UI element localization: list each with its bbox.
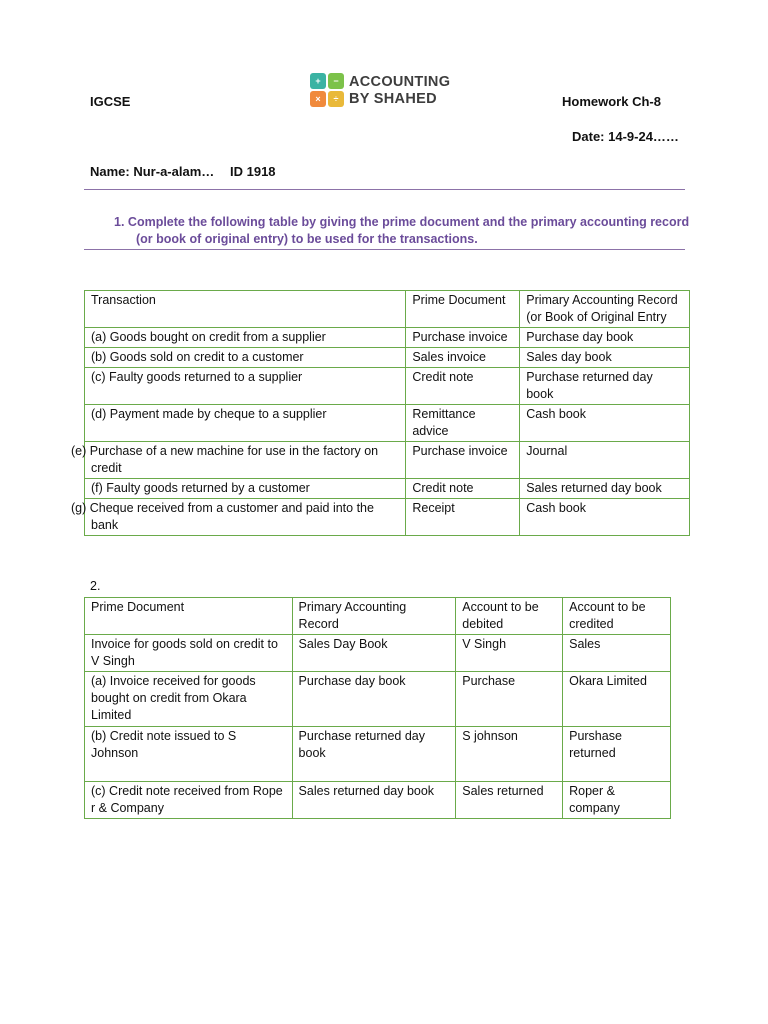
table-row <box>85 442 690 479</box>
homework-label: Homework Ch-8 <box>562 94 661 109</box>
table-cell: (b) Credit note issued to S Johnson <box>85 727 293 782</box>
student-id: ID 1918 <box>230 164 276 179</box>
table-cell: Credit note <box>406 368 520 405</box>
table-header-cell: Prime Document <box>406 291 520 328</box>
table-cell: (b) Goods sold on credit to a customer <box>85 348 406 368</box>
table-cell: Purchase returned day book <box>292 727 456 782</box>
table-cell: V Singh <box>456 635 563 672</box>
date-label: Date: 14-9-24…… <box>572 129 679 144</box>
table-row <box>85 405 690 442</box>
table-header-cell: Prime Document <box>85 598 293 635</box>
table-cell: (g) Cheque received from a customer and paid into the bank <box>85 499 406 536</box>
table-row <box>85 328 690 348</box>
table-header-cell: Transaction <box>85 291 406 328</box>
table-cell: Sales Day Book <box>292 635 456 672</box>
table-header-row <box>85 291 690 328</box>
table-cell: Sales returned day book <box>292 782 456 819</box>
table-cell: Purchase returned day book <box>520 368 690 405</box>
table-cell: (c) Credit note received from Rope r & Company <box>85 782 293 819</box>
course-label: IGCSE <box>90 94 131 109</box>
table-cell: Purchase invoice <box>406 328 520 348</box>
table-header-cell: Primary Accounting Record (or Book of Original Entry <box>520 291 690 328</box>
table-cell: Cash book <box>520 405 690 442</box>
table-cell: Remittance advice <box>406 405 520 442</box>
table-header-cell: Account to be debited <box>456 598 563 635</box>
divider-top <box>84 189 685 190</box>
table-cell: Sales day book <box>520 348 690 368</box>
table-cell: Sales invoice <box>406 348 520 368</box>
logo-text <box>349 74 450 108</box>
table-header-cell: Primary Accounting Record <box>292 598 456 635</box>
question-1-text-line2: (or book of original entry) to be used for the transactions. <box>136 232 478 246</box>
table-cell: Purchase invoice <box>406 442 520 479</box>
accounting-by-shahed-logo <box>310 73 450 111</box>
student-name: Name: Nur-a-alam… <box>90 164 215 179</box>
table-cell: (e) Purchase of a new machine for use in the factory on credit <box>85 442 406 479</box>
table-cell: Invoice for goods sold on credit to V Singh <box>85 635 293 672</box>
table-cell: Okara Limited <box>563 672 671 727</box>
table-cell: Credit note <box>406 479 520 499</box>
question-2-number: 2. <box>90 579 101 593</box>
table-header-row <box>85 598 671 635</box>
times-icon: × <box>310 91 326 107</box>
table-cell: Sales <box>563 635 671 672</box>
table-row <box>85 782 671 819</box>
table-row <box>85 479 690 499</box>
table-cell: Sales returned day book <box>520 479 690 499</box>
divide-icon: ÷ <box>328 91 344 107</box>
table-cell: Purchase <box>456 672 563 727</box>
minus-icon: − <box>328 73 344 89</box>
logo-line-2: BY SHAHED <box>349 91 437 107</box>
table-row <box>85 672 671 727</box>
table-cell: Purshase returned <box>563 727 671 782</box>
table-cell: (f) Faulty goods returned by a customer <box>85 479 406 499</box>
question-1-number: 1. <box>114 215 125 229</box>
logo-line-1: ACCOUNTING <box>349 74 451 90</box>
table-row <box>85 368 690 405</box>
table-row <box>85 727 671 782</box>
table-cell: Roper & company <box>563 782 671 819</box>
table-cell: (a) Invoice received for goods bought on credit from Okara Limited <box>85 672 293 727</box>
prime-document-table <box>84 597 671 819</box>
question-1-text-line1: Complete the following table by giving the prime document and the primary accounting record <box>127 215 690 229</box>
divider-bottom <box>84 249 685 250</box>
transactions-table <box>71 290 690 536</box>
table-cell: (c) Faulty goods returned to a supplier <box>85 368 406 405</box>
plus-icon: + <box>310 73 326 89</box>
table-row <box>85 348 690 368</box>
logo-icon <box>310 73 344 107</box>
table-cell: Sales returned <box>456 782 563 819</box>
table-cell: (d) Payment made by cheque to a supplier <box>85 405 406 442</box>
table-cell: S johnson <box>456 727 563 782</box>
table-cell: Cash book <box>520 499 690 536</box>
table-cell: Purchase day book <box>292 672 456 727</box>
table-cell: (a) Goods bought on credit from a supplier <box>85 328 406 348</box>
table-row <box>85 635 671 672</box>
table-cell: Journal <box>520 442 690 479</box>
table-row <box>85 499 690 536</box>
table-header-cell: Account to be credited <box>563 598 671 635</box>
table-cell: Purchase day book <box>520 328 690 348</box>
question-1 <box>114 214 694 248</box>
table-cell: Receipt <box>406 499 520 536</box>
